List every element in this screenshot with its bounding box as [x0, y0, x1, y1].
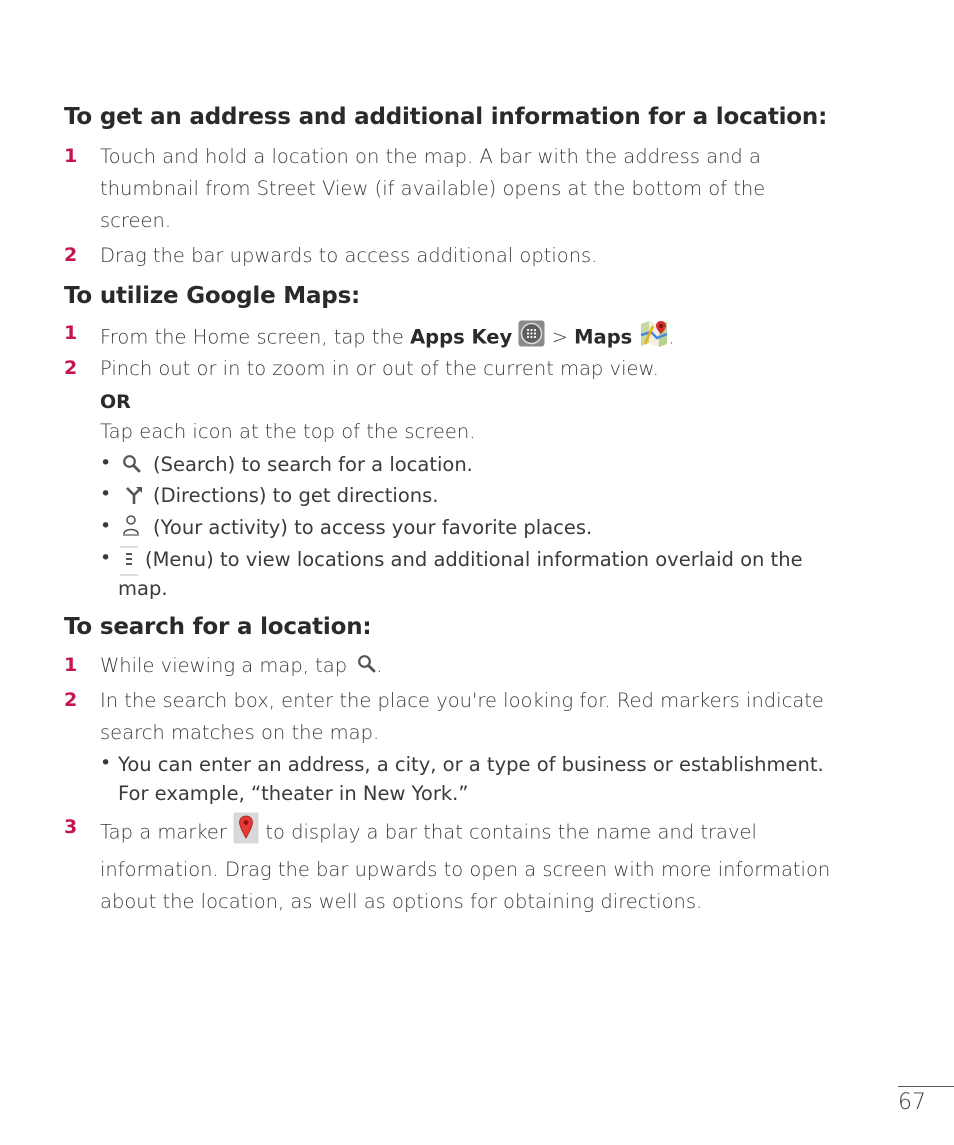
step-text-line: screen.: [100, 209, 172, 232]
step-text: [100, 685, 900, 749]
or-label: OR: [100, 391, 131, 413]
section-heading-address-info: To get an address and additional information for a location:: [64, 104, 828, 130]
bullet-text-line: For example, “theater in New York.”: [118, 782, 469, 805]
step-text-line-end: to display a bar that contains the name and travel: [265, 820, 757, 844]
step-text: Pinch out or in to zoom in or out of the current map view.: [100, 357, 659, 380]
search-icon: [122, 454, 141, 477]
bullet-text: (Your activity) to access your favorite places.: [153, 516, 593, 539]
maps-label: Maps: [574, 325, 633, 349]
search-icon: [357, 651, 376, 683]
step-text-line: information. Drag the bar upwards to open a screen with more information: [100, 858, 831, 881]
bullet-text: (Directions) to get directions.: [153, 484, 439, 507]
person-icon: [122, 514, 140, 540]
footer-rule: [898, 1086, 954, 1087]
bullet-dot: •: [100, 452, 112, 474]
step-number: 1: [64, 145, 78, 167]
map-marker-icon: [233, 812, 259, 854]
directions-icon: [124, 485, 144, 509]
bullet-dot: •: [100, 547, 112, 569]
separator: >: [545, 325, 575, 349]
step-number: 1: [64, 322, 78, 344]
step-text-line: Touch and hold a location on the map. A bar with the address and a: [100, 145, 761, 168]
section-heading-google-maps: To utilize Google Maps:: [64, 283, 361, 309]
step-number: 1: [64, 654, 78, 676]
step-number: 2: [64, 689, 78, 711]
bullet-text: (Menu) to view locations and additional information overlaid on the: [145, 548, 803, 571]
bullet-text: [118, 750, 898, 808]
step-text-line: [100, 812, 900, 854]
bullet-text-line: You can enter an address, a city, or a type of business or establishment.: [118, 753, 824, 776]
step-text: Drag the bar upwards to access additional options.: [100, 244, 598, 267]
step-number: 2: [64, 357, 78, 379]
step-text: [100, 318, 900, 358]
maps-app-icon: [639, 318, 669, 358]
step-text-suffix: .: [668, 325, 675, 349]
step-text-suffix: .: [376, 654, 383, 677]
tap-instruction: Tap each icon at the top of the screen.: [100, 420, 476, 443]
bullet-text: (Search) to search for a location.: [153, 453, 473, 476]
bullet-text-continued: map.: [118, 577, 168, 600]
step-number: 3: [64, 816, 78, 838]
step-text-line: search matches on the map.: [100, 721, 380, 744]
step-text-prefix: Tap a marker: [100, 820, 227, 844]
apps-key-label: Apps Key: [410, 325, 513, 349]
bullet-dot: •: [100, 483, 112, 505]
section-heading-search: To search for a location:: [64, 614, 372, 640]
step-text-line: thumbnail from Street View (if available) opens at the bottom of the: [100, 177, 766, 200]
step-text-prefix: While viewing a map, tap: [100, 654, 348, 677]
step-number: 2: [64, 244, 78, 266]
step-text: [100, 141, 900, 237]
step-text-prefix: From the Home screen, tap the: [100, 325, 411, 349]
bullet-dot: •: [100, 752, 112, 774]
apps-key-icon: [518, 320, 545, 357]
step-text-line: about the location, as well as options for obtaining directions.: [100, 890, 703, 913]
step-text: [100, 650, 900, 683]
step-text-line: In the search box, enter the place you're looking for. Red markers indicate: [100, 689, 824, 712]
step-text: [100, 812, 900, 918]
bullet-dot: •: [100, 515, 112, 537]
page-number: 67: [898, 1090, 926, 1115]
